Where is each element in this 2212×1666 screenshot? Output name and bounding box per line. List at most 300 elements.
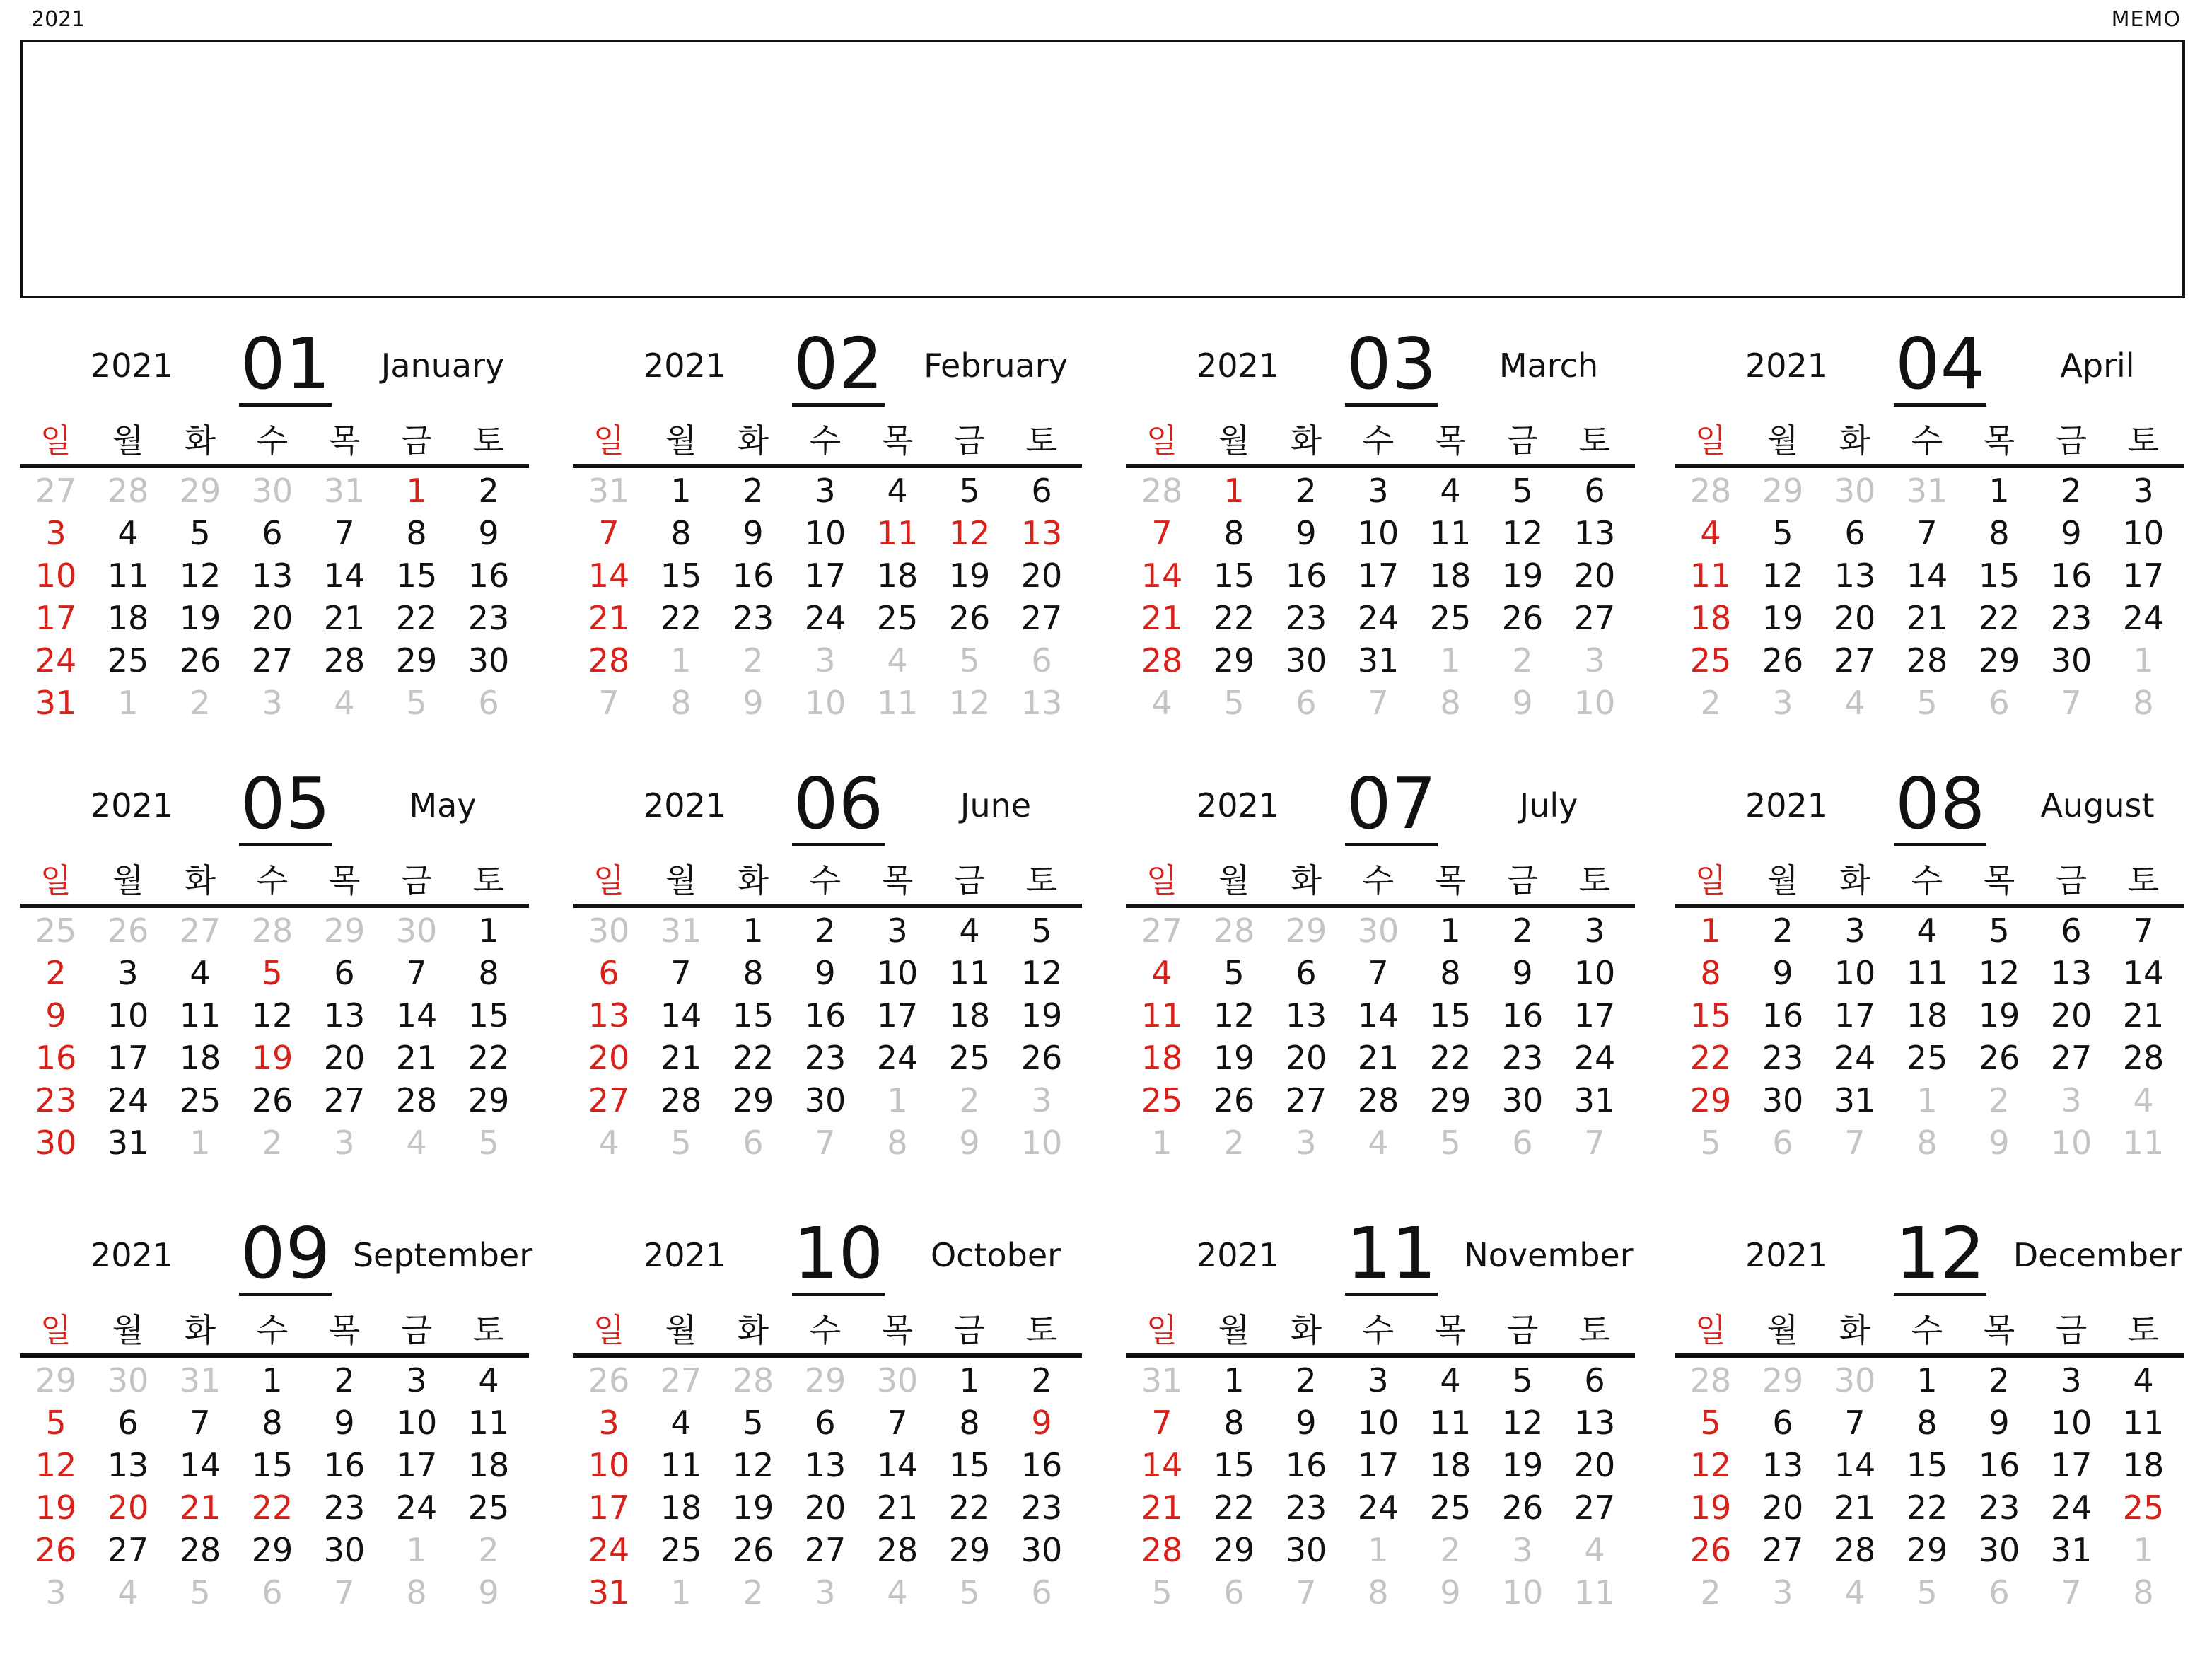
day-cell[interactable]: 1 [670,472,692,510]
day-cell[interactable]: 28 [1906,641,1948,680]
day-cell[interactable]: 5 [45,1404,66,1442]
day-cell[interactable]: 11 [1141,996,1183,1035]
day-cell[interactable]: 19 [179,599,221,637]
day-cell[interactable]: 26 [35,1531,77,1569]
day-cell[interactable]: 7 [2061,1573,2082,1612]
day-cell[interactable]: 24 [395,1489,438,1527]
day-cell[interactable]: 17 [107,1039,149,1077]
day-cell[interactable]: 30 [1501,1081,1544,1119]
day-cell[interactable]: 4 [598,1124,619,1162]
day-cell[interactable]: 3 [1512,1531,1533,1569]
day-cell[interactable]: 4 [1844,684,1865,722]
day-cell[interactable]: 30 [1285,1531,1327,1569]
day-cell[interactable]: 25 [467,1489,510,1527]
day-cell[interactable]: 13 [251,557,293,595]
day-cell[interactable]: 7 [1296,1573,1317,1612]
day-cell[interactable]: 19 [732,1489,774,1527]
day-cell[interactable]: 15 [1689,996,1732,1035]
day-cell[interactable]: 6 [815,1404,836,1442]
day-cell[interactable]: 2 [1440,1531,1461,1569]
day-cell[interactable]: 17 [2050,1446,2092,1484]
day-cell[interactable]: 11 [948,954,991,992]
day-cell[interactable]: 5 [1223,684,1245,722]
day-cell[interactable]: 4 [1440,472,1461,510]
day-cell[interactable]: 6 [1989,684,2010,722]
day-cell[interactable]: 21 [1834,1489,1876,1527]
day-cell[interactable]: 12 [732,1446,774,1484]
day-cell[interactable]: 31 [1906,472,1948,510]
day-cell[interactable]: 16 [2050,557,2092,595]
day-cell[interactable]: 9 [478,514,499,552]
day-cell[interactable]: 7 [1916,514,1938,552]
day-cell[interactable]: 22 [1213,599,1255,637]
day-cell[interactable]: 17 [1573,996,1616,1035]
day-cell[interactable]: 31 [1357,641,1399,680]
day-cell[interactable]: 8 [743,954,764,992]
day-cell[interactable]: 15 [1978,557,2020,595]
day-cell[interactable]: 31 [588,472,630,510]
day-cell[interactable]: 19 [251,1039,293,1077]
day-cell[interactable]: 27 [179,911,221,950]
day-cell[interactable]: 3 [815,641,836,680]
day-cell[interactable]: 12 [948,684,991,722]
day-cell[interactable]: 8 [1916,1124,1938,1162]
day-cell[interactable]: 30 [107,1361,149,1399]
day-cell[interactable]: 3 [2061,1081,2082,1119]
day-cell[interactable]: 10 [2050,1124,2092,1162]
day-cell[interactable]: 29 [1689,1081,1732,1119]
day-cell[interactable]: 23 [1978,1489,2020,1527]
day-cell[interactable]: 21 [1357,1039,1399,1077]
day-cell[interactable]: 6 [598,954,619,992]
day-cell[interactable]: 29 [1978,641,2020,680]
day-cell[interactable]: 20 [1285,1039,1327,1077]
day-cell[interactable]: 9 [1440,1573,1461,1612]
day-cell[interactable]: 18 [660,1489,702,1527]
day-cell[interactable]: 13 [1573,1404,1616,1442]
day-cell[interactable]: 17 [876,996,919,1035]
day-cell[interactable]: 6 [262,1573,283,1612]
day-cell[interactable]: 18 [1429,557,1472,595]
day-cell[interactable]: 1 [743,911,764,950]
day-cell[interactable]: 6 [262,514,283,552]
day-cell[interactable]: 15 [1213,1446,1255,1484]
day-cell[interactable]: 25 [660,1531,702,1569]
day-cell[interactable]: 1 [117,684,139,722]
day-cell[interactable]: 26 [1213,1081,1255,1119]
day-cell[interactable]: 24 [1357,599,1399,637]
day-cell[interactable]: 19 [1020,996,1063,1035]
day-cell[interactable]: 18 [1141,1039,1183,1077]
day-cell[interactable]: 10 [1573,684,1616,722]
day-cell[interactable]: 5 [1700,1124,1721,1162]
day-cell[interactable]: 26 [948,599,991,637]
day-cell[interactable]: 11 [876,514,919,552]
day-cell[interactable]: 4 [1916,911,1938,950]
day-cell[interactable]: 3 [815,472,836,510]
day-cell[interactable]: 16 [35,1039,77,1077]
day-cell[interactable]: 30 [35,1124,77,1162]
day-cell[interactable]: 12 [179,557,221,595]
day-cell[interactable]: 24 [35,641,77,680]
day-cell[interactable]: 1 [1989,472,2010,510]
day-cell[interactable]: 18 [2122,1446,2165,1484]
day-cell[interactable]: 26 [1501,599,1544,637]
day-cell[interactable]: 14 [1906,557,1948,595]
day-cell[interactable]: 30 [1834,472,1876,510]
day-cell[interactable]: 10 [804,514,846,552]
day-cell[interactable]: 9 [2061,514,2082,552]
day-cell[interactable]: 26 [1501,1489,1544,1527]
day-cell[interactable]: 30 [1834,1361,1876,1399]
day-cell[interactable]: 5 [1916,1573,1938,1612]
day-cell[interactable]: 17 [35,599,77,637]
day-cell[interactable]: 8 [406,1573,427,1612]
day-cell[interactable]: 24 [588,1531,630,1569]
day-cell[interactable]: 21 [1141,1489,1183,1527]
day-cell[interactable]: 25 [35,911,77,950]
day-cell[interactable]: 10 [35,557,77,595]
day-cell[interactable]: 7 [815,1124,836,1162]
day-cell[interactable]: 13 [1285,996,1327,1035]
day-cell[interactable]: 22 [1689,1039,1732,1077]
day-cell[interactable]: 4 [1151,684,1172,722]
day-cell[interactable]: 5 [1223,954,1245,992]
day-cell[interactable]: 7 [406,954,427,992]
day-cell[interactable]: 27 [107,1531,149,1569]
day-cell[interactable]: 9 [959,1124,980,1162]
day-cell[interactable]: 13 [1834,557,1876,595]
day-cell[interactable]: 10 [1357,514,1399,552]
day-cell[interactable]: 16 [1020,1446,1063,1484]
day-cell[interactable]: 20 [588,1039,630,1077]
day-cell[interactable]: 19 [1978,996,2020,1035]
day-cell[interactable]: 11 [2122,1124,2165,1162]
day-cell[interactable]: 24 [804,599,846,637]
day-cell[interactable]: 1 [1223,1361,1245,1399]
day-cell[interactable]: 4 [1844,1573,1865,1612]
day-cell[interactable]: 31 [179,1361,221,1399]
day-cell[interactable]: 15 [1429,996,1472,1035]
day-cell[interactable]: 14 [1141,1446,1183,1484]
day-cell[interactable]: 21 [1906,599,1948,637]
day-cell[interactable]: 13 [588,996,630,1035]
day-cell[interactable]: 29 [948,1531,991,1569]
day-cell[interactable]: 21 [876,1489,919,1527]
day-cell[interactable]: 27 [1834,641,1876,680]
day-cell[interactable]: 7 [1151,514,1172,552]
day-cell[interactable]: 1 [2133,1531,2154,1569]
day-cell[interactable]: 5 [1440,1124,1461,1162]
day-cell[interactable]: 7 [334,1573,355,1612]
day-cell[interactable]: 3 [45,514,66,552]
day-cell[interactable]: 30 [1020,1531,1063,1569]
day-cell[interactable]: 18 [179,1039,221,1077]
day-cell[interactable]: 8 [1223,1404,1245,1442]
day-cell[interactable]: 13 [1020,684,1063,722]
day-cell[interactable]: 26 [1689,1531,1732,1569]
day-cell[interactable]: 28 [2122,1039,2165,1077]
day-cell[interactable]: 1 [262,1361,283,1399]
day-cell[interactable]: 23 [467,599,510,637]
day-cell[interactable]: 9 [1989,1124,2010,1162]
day-cell[interactable]: 7 [2061,684,2082,722]
day-cell[interactable]: 11 [467,1404,510,1442]
day-cell[interactable]: 10 [588,1446,630,1484]
day-cell[interactable]: 9 [1296,514,1317,552]
day-cell[interactable]: 31 [1573,1081,1616,1119]
day-cell[interactable]: 26 [1978,1039,2020,1077]
day-cell[interactable]: 8 [670,684,692,722]
day-cell[interactable]: 30 [1285,641,1327,680]
day-cell[interactable]: 10 [876,954,919,992]
day-cell[interactable]: 27 [323,1081,366,1119]
day-cell[interactable]: 19 [1501,557,1544,595]
day-cell[interactable]: 2 [478,472,499,510]
day-cell[interactable]: 24 [1834,1039,1876,1077]
day-cell[interactable]: 28 [1213,911,1255,950]
day-cell[interactable]: 13 [804,1446,846,1484]
day-cell[interactable]: 25 [948,1039,991,1077]
day-cell[interactable]: 4 [478,1361,499,1399]
day-cell[interactable]: 31 [107,1124,149,1162]
day-cell[interactable]: 4 [1151,954,1172,992]
day-cell[interactable]: 19 [1213,1039,1255,1077]
day-cell[interactable]: 18 [1429,1446,1472,1484]
day-cell[interactable]: 20 [323,1039,366,1077]
day-cell[interactable]: 6 [1223,1573,1245,1612]
day-cell[interactable]: 1 [406,1531,427,1569]
day-cell[interactable]: 3 [2133,472,2154,510]
day-cell[interactable]: 4 [1700,514,1721,552]
day-cell[interactable]: 29 [35,1361,77,1399]
day-cell[interactable]: 5 [190,514,211,552]
day-cell[interactable]: 11 [1689,557,1732,595]
day-cell[interactable]: 21 [1141,599,1183,637]
day-cell[interactable]: 5 [1512,1361,1533,1399]
day-cell[interactable]: 1 [1440,911,1461,950]
day-cell[interactable]: 31 [588,1573,630,1612]
day-cell[interactable]: 25 [1429,1489,1472,1527]
day-cell[interactable]: 5 [1916,684,1938,722]
day-cell[interactable]: 17 [588,1489,630,1527]
day-cell[interactable]: 5 [1151,1573,1172,1612]
day-cell[interactable]: 9 [743,514,764,552]
day-cell[interactable]: 29 [1213,641,1255,680]
day-cell[interactable]: 8 [262,1404,283,1442]
day-cell[interactable]: 14 [660,996,702,1035]
day-cell[interactable]: 18 [107,599,149,637]
day-cell[interactable]: 8 [1700,954,1721,992]
day-cell[interactable]: 7 [598,514,619,552]
day-cell[interactable]: 7 [1368,684,1389,722]
day-cell[interactable]: 30 [1357,911,1399,950]
day-cell[interactable]: 3 [406,1361,427,1399]
day-cell[interactable]: 24 [1357,1489,1399,1527]
day-cell[interactable]: 28 [1141,472,1183,510]
day-cell[interactable]: 8 [887,1124,908,1162]
day-cell[interactable]: 6 [117,1404,139,1442]
day-cell[interactable]: 17 [1834,996,1876,1035]
day-cell[interactable]: 2 [959,1081,980,1119]
day-cell[interactable]: 4 [959,911,980,950]
day-cell[interactable]: 26 [179,641,221,680]
day-cell[interactable]: 1 [1440,641,1461,680]
day-cell[interactable]: 3 [117,954,139,992]
day-cell[interactable]: 1 [959,1361,980,1399]
day-cell[interactable]: 16 [467,557,510,595]
day-cell[interactable]: 23 [1285,1489,1327,1527]
day-cell[interactable]: 16 [1501,996,1544,1035]
day-cell[interactable]: 15 [732,996,774,1035]
day-cell[interactable]: 24 [2050,1489,2092,1527]
day-cell[interactable]: 1 [1223,472,1245,510]
day-cell[interactable]: 8 [2133,684,2154,722]
day-cell[interactable]: 24 [1573,1039,1616,1077]
day-cell[interactable]: 10 [804,684,846,722]
day-cell[interactable]: 29 [1429,1081,1472,1119]
day-cell[interactable]: 19 [1689,1489,1732,1527]
day-cell[interactable]: 18 [467,1446,510,1484]
day-cell[interactable]: 14 [323,557,366,595]
day-cell[interactable]: 15 [948,1446,991,1484]
day-cell[interactable]: 24 [2122,599,2165,637]
day-cell[interactable]: 7 [1368,954,1389,992]
day-cell[interactable]: 22 [948,1489,991,1527]
day-cell[interactable]: 8 [1223,514,1245,552]
day-cell[interactable]: 2 [190,684,211,722]
day-cell[interactable]: 16 [732,557,774,595]
day-cell[interactable]: 1 [2133,641,2154,680]
day-cell[interactable]: 6 [1844,514,1865,552]
day-cell[interactable]: 8 [670,514,692,552]
day-cell[interactable]: 28 [876,1531,919,1569]
day-cell[interactable]: 28 [1689,472,1732,510]
day-cell[interactable]: 13 [1020,514,1063,552]
day-cell[interactable]: 19 [1762,599,1804,637]
day-cell[interactable]: 20 [2050,996,2092,1035]
memo-box[interactable] [20,40,2185,298]
day-cell[interactable]: 5 [1031,911,1052,950]
day-cell[interactable]: 1 [478,911,499,950]
day-cell[interactable]: 31 [1141,1361,1183,1399]
day-cell[interactable]: 29 [1906,1531,1948,1569]
day-cell[interactable]: 14 [395,996,438,1035]
day-cell[interactable]: 29 [1213,1531,1255,1569]
day-cell[interactable]: 8 [959,1404,980,1442]
day-cell[interactable]: 4 [117,514,139,552]
day-cell[interactable]: 30 [1978,1531,2020,1569]
day-cell[interactable]: 27 [588,1081,630,1119]
day-cell[interactable]: 4 [406,1124,427,1162]
day-cell[interactable]: 1 [1916,1081,1938,1119]
day-cell[interactable]: 22 [660,599,702,637]
day-cell[interactable]: 25 [876,599,919,637]
day-cell[interactable]: 22 [1429,1039,1472,1077]
day-cell[interactable]: 23 [1285,599,1327,637]
day-cell[interactable]: 31 [660,911,702,950]
day-cell[interactable]: 7 [887,1404,908,1442]
day-cell[interactable]: 12 [1978,954,2020,992]
day-cell[interactable]: 27 [660,1361,702,1399]
day-cell[interactable]: 29 [179,472,221,510]
day-cell[interactable]: 29 [251,1531,293,1569]
day-cell[interactable]: 3 [887,911,908,950]
day-cell[interactable]: 14 [588,557,630,595]
day-cell[interactable]: 22 [1906,1489,1948,1527]
day-cell[interactable]: 5 [959,641,980,680]
day-cell[interactable]: 23 [35,1081,77,1119]
day-cell[interactable]: 7 [190,1404,211,1442]
day-cell[interactable]: 25 [1429,599,1472,637]
day-cell[interactable]: 10 [2122,514,2165,552]
day-cell[interactable]: 17 [1357,557,1399,595]
day-cell[interactable]: 3 [1296,1124,1317,1162]
day-cell[interactable]: 1 [406,472,427,510]
day-cell[interactable]: 8 [2133,1573,2154,1612]
day-cell[interactable]: 6 [743,1124,764,1162]
day-cell[interactable]: 29 [1762,472,1804,510]
day-cell[interactable]: 28 [1357,1081,1399,1119]
day-cell[interactable]: 2 [1296,1361,1317,1399]
day-cell[interactable]: 28 [323,641,366,680]
day-cell[interactable]: 6 [1772,1404,1793,1442]
day-cell[interactable]: 1 [1368,1531,1389,1569]
day-cell[interactable]: 28 [1689,1361,1732,1399]
day-cell[interactable]: 6 [1031,472,1052,510]
day-cell[interactable]: 8 [406,514,427,552]
day-cell[interactable]: 3 [1584,911,1605,950]
day-cell[interactable]: 15 [395,557,438,595]
day-cell[interactable]: 22 [395,599,438,637]
day-cell[interactable]: 11 [660,1446,702,1484]
day-cell[interactable]: 14 [2122,954,2165,992]
day-cell[interactable]: 21 [588,599,630,637]
day-cell[interactable]: 2 [1700,1573,1721,1612]
day-cell[interactable]: 25 [1141,1081,1183,1119]
day-cell[interactable]: 2 [334,1361,355,1399]
day-cell[interactable]: 20 [804,1489,846,1527]
day-cell[interactable]: 2 [1772,911,1793,950]
day-cell[interactable]: 12 [1501,514,1544,552]
day-cell[interactable]: 4 [1368,1124,1389,1162]
day-cell[interactable]: 31 [2050,1531,2092,1569]
day-cell[interactable]: 14 [1357,996,1399,1035]
day-cell[interactable]: 26 [1762,641,1804,680]
day-cell[interactable]: 19 [1501,1446,1544,1484]
day-cell[interactable]: 2 [815,911,836,950]
day-cell[interactable]: 28 [1141,1531,1183,1569]
day-cell[interactable]: 30 [323,1531,366,1569]
day-cell[interactable]: 1 [1151,1124,1172,1162]
day-cell[interactable]: 10 [395,1404,438,1442]
day-cell[interactable]: 3 [2061,1361,2082,1399]
day-cell[interactable]: 6 [1989,1573,2010,1612]
day-cell[interactable]: 3 [1368,1361,1389,1399]
day-cell[interactable]: 28 [1141,641,1183,680]
day-cell[interactable]: 23 [1501,1039,1544,1077]
day-cell[interactable]: 20 [1020,557,1063,595]
day-cell[interactable]: 2 [1296,472,1317,510]
day-cell[interactable]: 11 [107,557,149,595]
day-cell[interactable]: 2 [1512,641,1533,680]
day-cell[interactable]: 6 [1584,1361,1605,1399]
day-cell[interactable]: 1 [670,1573,692,1612]
day-cell[interactable]: 7 [1584,1124,1605,1162]
day-cell[interactable]: 3 [262,684,283,722]
day-cell[interactable]: 23 [1020,1489,1063,1527]
day-cell[interactable]: 27 [35,472,77,510]
